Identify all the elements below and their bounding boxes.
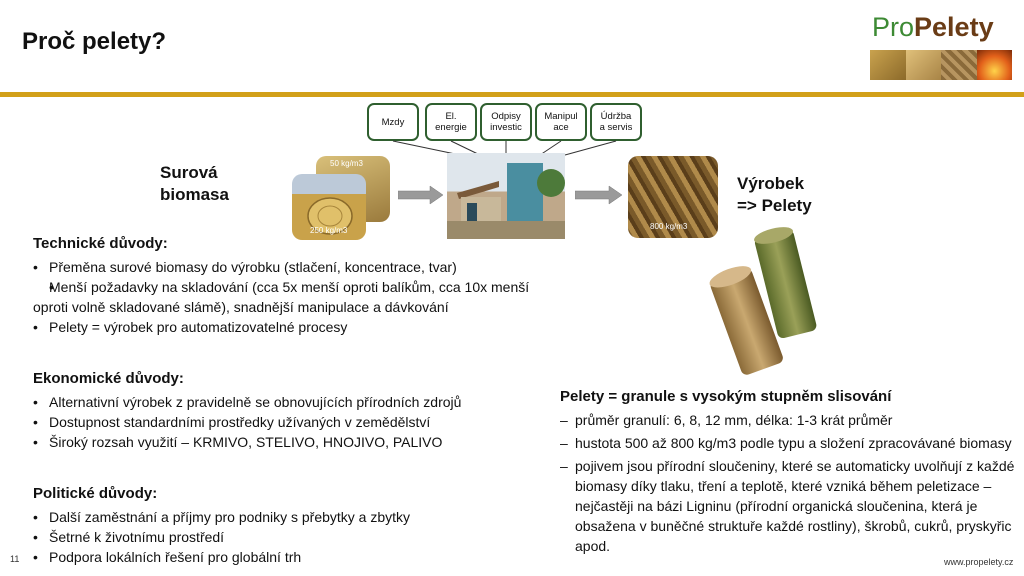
factory-shape xyxy=(447,153,565,239)
input-label xyxy=(160,162,229,206)
factory-photo xyxy=(447,153,565,239)
cost-box-depreciation xyxy=(480,103,532,141)
arrow-to-pellets-icon xyxy=(575,185,623,205)
technical-title: Technické důvody: xyxy=(33,235,168,252)
pellets-closeup-image xyxy=(700,225,850,385)
list-item: • Pelety = výrobek pro automatizovatelné procesy xyxy=(33,317,558,337)
output-label xyxy=(737,173,812,217)
logo-pro: Pro xyxy=(872,12,915,42)
propelety-logo xyxy=(868,10,1014,82)
political-title: Politické důvody: xyxy=(33,485,158,502)
arrow-to-factory-icon xyxy=(398,185,444,205)
input-label-line1: Surová xyxy=(160,163,218,182)
pellets-definition-list xyxy=(560,410,1020,559)
logo-pelety: Pelety xyxy=(914,12,994,42)
list-item: • Alternativní výrobek z pravidelně se obnovujících přírodních zdrojů xyxy=(33,392,558,412)
cost-box-label: Údržba xyxy=(600,111,632,122)
density-label-front: 250 kg/m3 xyxy=(310,226,348,235)
output-label-line1: Výrobek xyxy=(737,174,805,193)
logo-photo-strip xyxy=(870,50,1012,80)
page-number: 11 xyxy=(10,554,20,564)
input-label-line2: biomasa xyxy=(160,185,229,204)
cost-box-label: ace xyxy=(553,122,569,133)
logo-photo-straw xyxy=(906,50,942,80)
list-item: • Menší požadavky na skladování (cca 5x menší oproti balíkům, cca 10x menší oproti volně skladované slámě), snadnější manipulace a dávkování xyxy=(33,277,558,317)
list-item: • Dostupnost standardními prostředky užívaných v zemědělství xyxy=(33,412,558,432)
density-label-back: 50 kg/m3 xyxy=(330,159,363,168)
cost-box-label: investic xyxy=(490,122,522,133)
list-item: • Široký rozsah využití – KRMIVO, STELIVO, HNOJIVO, PALIVO xyxy=(33,432,558,452)
pellets-definition-title: Pelety = granule s vysokým stupněm slisování xyxy=(560,388,892,405)
political-list xyxy=(33,507,558,567)
cost-box-label: Manipul xyxy=(544,111,578,122)
cost-box-label: energie xyxy=(435,122,467,133)
cost-box-label: a servis xyxy=(599,122,633,133)
list-item: • Přeměna surové biomasy do výrobku (stlačení, koncentrace, tvar) xyxy=(33,257,558,277)
header-divider xyxy=(0,92,1024,97)
cost-box-wages xyxy=(367,103,419,141)
list-item: – pojivem jsou přírodní sloučeniny, které se automaticky uvolňují z každé biomasy díky tlaku, tření a teplotě, které vzniká během peletizace – nejčastěji na bázi Ligninu (přírodní organická sloučenina, která je obsažena v buněčné struktuře každé rostliny), škrobů, cukrů, pryskyřic apod. xyxy=(560,456,1020,556)
technical-list xyxy=(33,257,558,337)
cost-box-label: Mzdy xyxy=(381,116,405,128)
list-item: • Podpora lokálních řešení pro globální trh xyxy=(33,547,558,567)
density-label-pellets: 800 kg/m3 xyxy=(650,222,688,231)
cost-box-handling xyxy=(535,103,587,141)
list-item: • Šetrné k životnímu prostředí xyxy=(33,527,558,547)
economic-list xyxy=(33,392,558,452)
output-label-line2: => Pelety xyxy=(737,196,812,215)
website-url: www.propelety.cz xyxy=(944,557,1014,567)
list-item: – hustota 500 až 800 kg/m3 podle typu a složení zpracovávané biomasy xyxy=(560,433,1020,453)
hay-bale-photo xyxy=(292,174,366,240)
cost-box-label: Odpisy xyxy=(491,111,521,122)
list-item: – průměr granulí: 6, 8, 12 mm, délka: 1-3 krát průměr xyxy=(560,410,1020,430)
cost-box-electricity xyxy=(425,103,477,141)
logo-text xyxy=(872,10,994,44)
list-item: • Další zaměstnání a příjmy pro podniky s přebytky a zbytky xyxy=(33,507,558,527)
cost-box-maintenance xyxy=(590,103,642,141)
economic-title: Ekonomické důvody: xyxy=(33,370,184,387)
logo-photo-pellets xyxy=(941,50,977,80)
slide-title: Proč pelety? xyxy=(22,28,167,55)
logo-photo-fire xyxy=(977,50,1013,80)
cost-box-label: El. xyxy=(445,111,457,122)
logo-photo-bale xyxy=(870,50,906,80)
